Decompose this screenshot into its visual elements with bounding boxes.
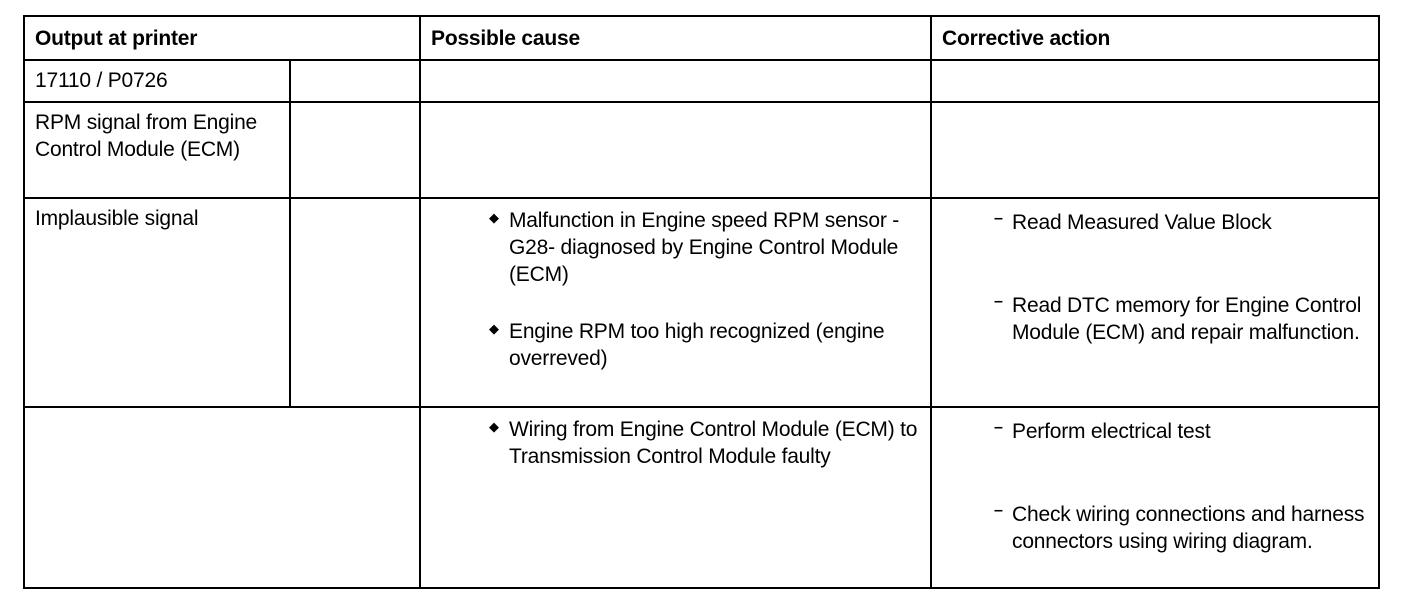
action-cell xyxy=(931,198,1379,407)
dtc-table xyxy=(23,15,1380,589)
empty-cell xyxy=(931,60,1379,102)
action-text: Perform electrical test xyxy=(1012,420,1211,443)
list-item xyxy=(942,292,1368,346)
cause-text: Malfunction in Engine speed RPM sensor -G28- diagnosed by Engine Control Module (ECM) xyxy=(509,209,900,286)
dtc-code: 17110 / P0726 xyxy=(24,60,290,102)
empty-cell xyxy=(420,102,931,198)
cause-list xyxy=(431,416,920,470)
bullet-icon: ◆ xyxy=(489,210,499,225)
dash-icon: – xyxy=(994,210,1003,227)
header-output-at-printer: Output at printer xyxy=(24,16,420,60)
component-name: RPM signal from Engine Control Module (ECM) xyxy=(24,102,290,198)
table-row xyxy=(24,102,1379,198)
list-item xyxy=(431,416,920,470)
cause-text: Wiring from Engine Control Module (ECM) to Transmission Control Module faulty xyxy=(509,418,918,468)
action-cell xyxy=(931,407,1379,588)
header-row xyxy=(24,16,1379,60)
list-item xyxy=(942,501,1368,555)
empty-cell xyxy=(24,407,420,588)
header-corrective-action: Corrective action xyxy=(931,16,1379,60)
list-item xyxy=(431,207,920,288)
empty-cell xyxy=(290,102,420,198)
action-text: Read DTC memory for Engine Control Module (ECM) and repair malfunction. xyxy=(1012,294,1362,344)
cause-list xyxy=(431,207,920,372)
action-list xyxy=(942,209,1368,346)
table-row xyxy=(24,198,1379,407)
bullet-icon: ◆ xyxy=(489,419,499,434)
dash-icon: – xyxy=(994,293,1003,310)
action-list xyxy=(942,418,1368,555)
empty-cell xyxy=(931,102,1379,198)
empty-cell xyxy=(420,60,931,102)
list-item xyxy=(942,209,1368,236)
fault-type: Implausible signal xyxy=(24,198,290,407)
cause-cell xyxy=(420,407,931,588)
cause-cell xyxy=(420,198,931,407)
bullet-icon: ◆ xyxy=(489,321,499,336)
action-text: Check wiring connections and harness connectors using wiring diagram. xyxy=(1012,503,1365,553)
empty-cell xyxy=(290,60,420,102)
cause-text: Engine RPM too high recognized (engine overreved) xyxy=(509,320,885,370)
table-row xyxy=(24,60,1379,102)
empty-cell xyxy=(290,198,420,407)
list-item xyxy=(431,318,920,372)
dash-icon: – xyxy=(994,502,1003,519)
header-possible-cause: Possible cause xyxy=(420,16,931,60)
dash-icon: – xyxy=(994,419,1003,436)
list-item xyxy=(942,418,1368,445)
action-text: Read Measured Value Block xyxy=(1012,211,1272,234)
table-row xyxy=(24,407,1379,588)
